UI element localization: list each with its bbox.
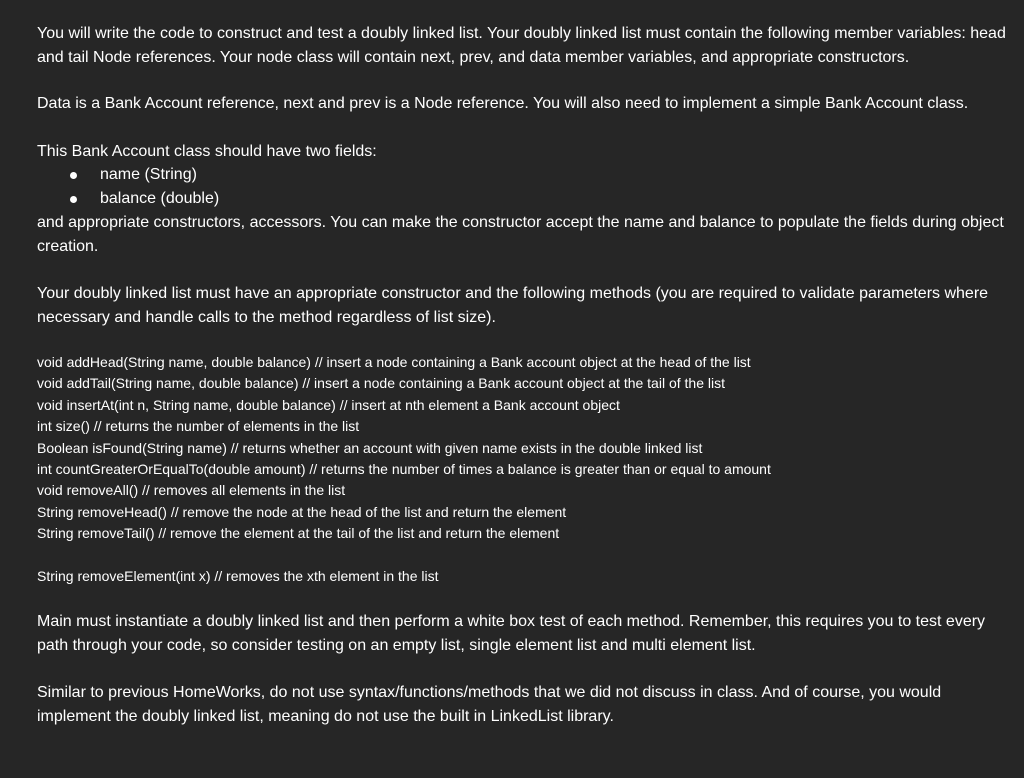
methods-list (37, 352, 1012, 545)
fields-list (37, 163, 1012, 211)
method-item: String removeTail() // remove the element at the tail of the list and return the element (37, 525, 560, 542)
bullet-icon (70, 196, 77, 203)
method-item: void insertAt(int n, String name, double balance) // insert at nth element a Bank account object (37, 396, 620, 413)
bullet-icon (70, 172, 77, 179)
method-item: Boolean isFound(String name) // returns whether an account with given name exists in the double linked list (37, 439, 703, 456)
remove-element-method: String removeElement(int x) // removes the xth element in the list (37, 567, 439, 584)
field-balance-label: balance (double) (100, 190, 220, 207)
method-item: int size() // returns the number of elements in the list (37, 418, 360, 435)
restrictions-paragraph: Similar to previous HomeWorks, do not use syntax/functions/methods that we did not discuss in class. And of course, you would implement the doubly linked list, meaning do not use the built in LinkedList library. (37, 684, 942, 725)
data-paragraph: Data is a Bank Account reference, next and prev is a Node reference. You will also need to implement a simple Bank Account class. (37, 95, 969, 112)
methods-intro-paragraph: Your doubly linked list must have an appropriate constructor and the following methods (you are required to validate parameters where necessary and handle calls to the method regardless of list size). (37, 285, 989, 326)
main-test-paragraph: Main must instantiate a doubly linked list and then perform a white box test of each method. Remember, this requires you to test every path through your code, so consider testing on an empty list, single element list and multi element list. (37, 613, 986, 654)
list-item (37, 187, 1012, 211)
intro-paragraph: You will write the code to construct and test a doubly linked list. Your doubly linked list must contain the following member variables: head and tail Node references. Your node class will contain next, prev, and data member variables, and appropriate constructors. (37, 25, 1006, 66)
constructors-paragraph: and appropriate constructors, accessors. You can make the constructor accept the name and balance to populate the fields during object creation. (37, 214, 1004, 255)
method-item: void addHead(String name, double balance) // insert a node containing a Bank account object at the head of the list (37, 354, 751, 370)
field-name-label: name (String) (100, 166, 197, 183)
method-item: int countGreaterOrEqualTo(double amount) // returns the number of times a balance is greater than or equal to amount (37, 461, 771, 478)
bank-account-paragraph: This Bank Account class should have two fields: (37, 142, 377, 160)
assignment-document (37, 22, 1012, 728)
method-item: String removeHead() // remove the node at the head of the list and return the element (37, 503, 567, 520)
list-item (37, 163, 1012, 187)
method-item: void removeAll() // removes all elements in the list (37, 482, 346, 499)
method-item: void addTail(String name, double balance) // insert a node containing a Bank account object at the tail of the list (37, 375, 725, 392)
